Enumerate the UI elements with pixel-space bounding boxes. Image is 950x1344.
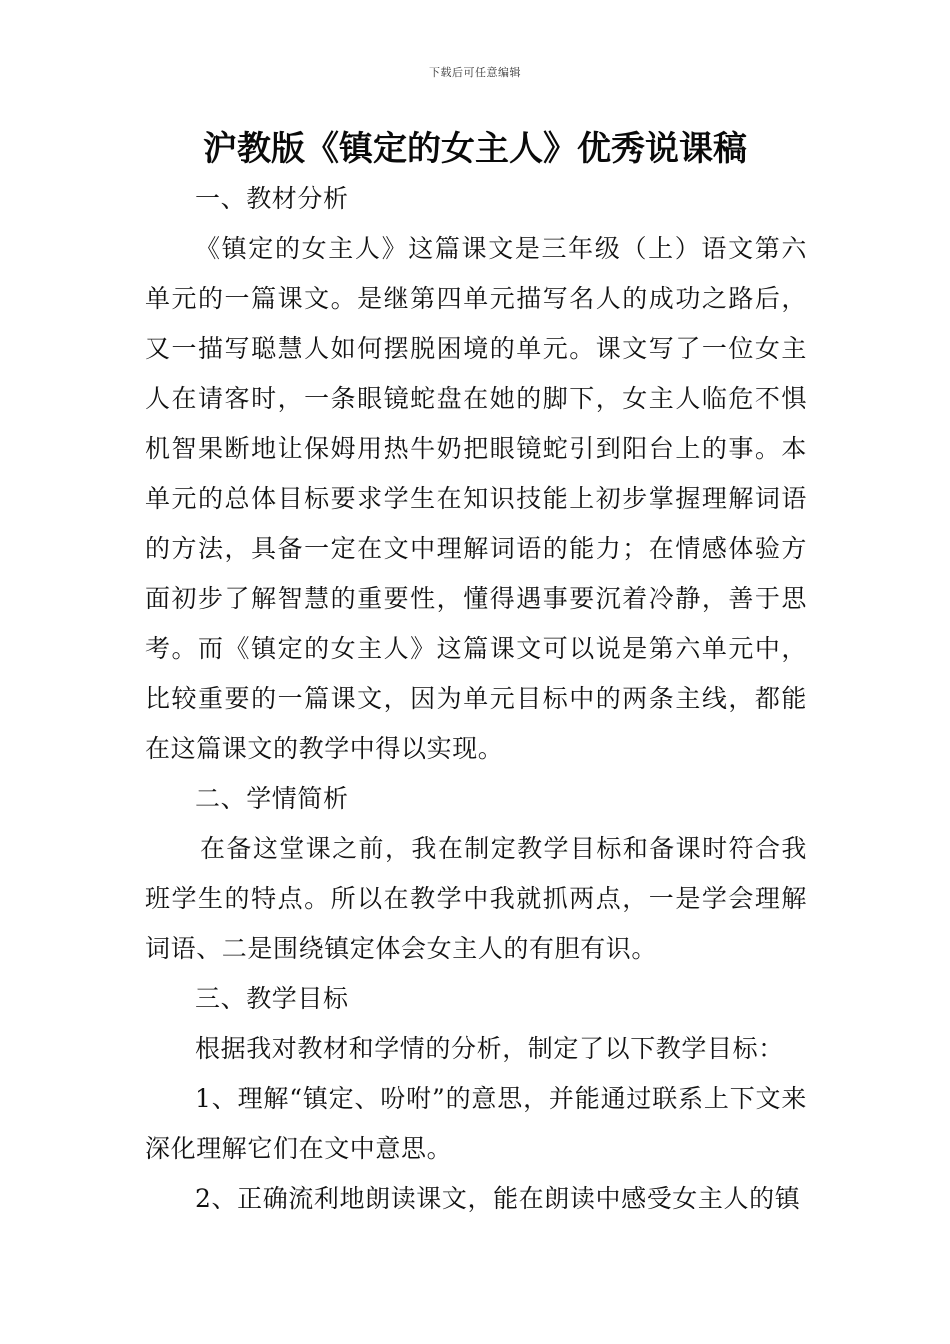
goal-item-2: 2、正确流利地朗读课文，能在朗读中感受女主人的镇 — [195, 1184, 801, 1213]
goal-item-1: 1、理解“镇定、吩咐”的意思，并能通过联系上下文来深化理解它们在文中意思。 — [145, 1084, 807, 1163]
paragraph-textbook-analysis: 《镇定的女主人》这篇课文是三年级（上）语文第六单元的一篇课文。是继第四单元描写名人的成功之路后，又一描写聪慧人如何摆脱困境的单元。课文写了一位女主人在请客时，一条眼镜蛇盘在她的脚下，女主人临危不惧机智果断地让保姆用热牛奶把眼镜蛇引到阳台上的事。本单元的总体目标要求学生在知识技能上初步掌握理解词语的方法，具备一定在文中理解词语的能力；在情感体验方面初步了解智慧的重要性，懂得遇事要沉着冷静，善于思考。而《镇定的女主人》这篇课文可以说是第六单元中，比较重要的一篇课文，因为单元目标中的两条主线，都能在这篇课文的教学中得以实现。 — [145, 234, 807, 763]
section-heading-2: 二、学情简析 — [195, 784, 349, 813]
document-title: 沪教版《镇定的女主人》优秀说课稿 — [203, 129, 747, 169]
section-heading-3: 三、教学目标 — [195, 984, 349, 1013]
header-note: 下载后可任意编辑 — [429, 66, 521, 79]
section-heading-1: 一、教材分析 — [195, 184, 349, 213]
paragraph-student-analysis: 在备这堂课之前，我在制定教学目标和备课时符合我班学生的特点。所以在教学中我就抓两点，一是学会理解词语、二是围绕镇定体会女主人的有胆有识。 — [145, 834, 807, 963]
document-body — [145, 174, 807, 1224]
paragraph-goals-intro: 根据我对教材和学情的分析，制定了以下教学目标： — [195, 1034, 784, 1063]
